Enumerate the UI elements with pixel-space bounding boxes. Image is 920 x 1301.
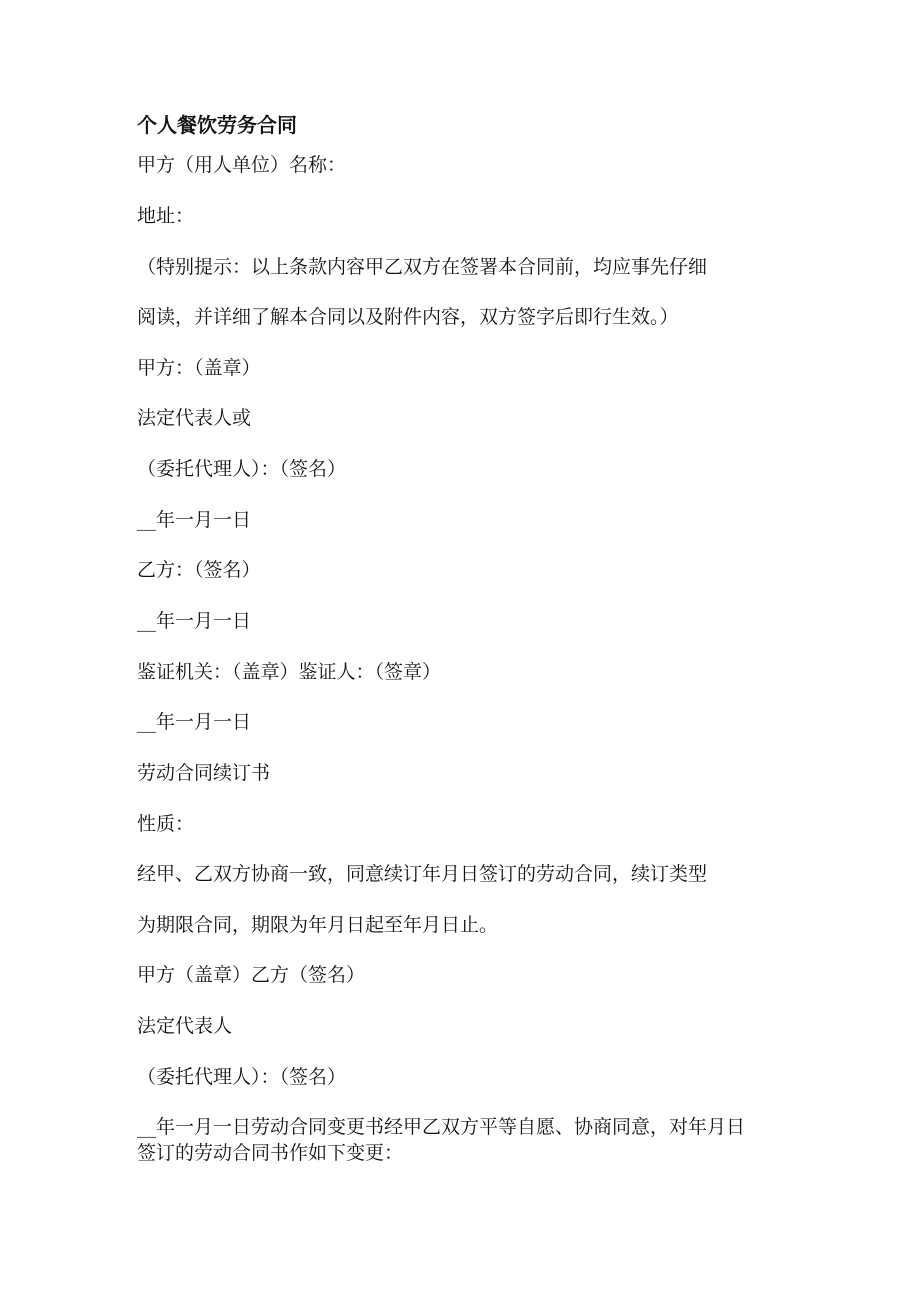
legal-representative-line: 法定代表人或	[137, 407, 252, 429]
parties-seal-signature-line: 甲方（盖章）乙方（签名）	[137, 964, 366, 986]
document-title: 个人餐饮劳务合同	[137, 113, 297, 137]
party-b-signature-line: 乙方：（签名）	[137, 559, 261, 581]
special-notice-line-2: 阅读，并详细了解本合同以及附件内容，双方签字后即行生效。）	[137, 306, 679, 328]
party-a-name-line: 甲方（用人单位）名称：	[137, 154, 347, 176]
special-notice-line-1: （特别提示：以上条款内容甲乙双方在签署本合同前，均应事先仔细	[137, 256, 708, 278]
contract-change-line-1: __年一月一日劳动合同变更书经甲乙双方平等自愿、协商同意，对年月日	[137, 1116, 746, 1138]
address-line: 地址：	[137, 205, 195, 227]
party-a-seal-line: 甲方：（盖章）	[137, 357, 261, 379]
date-line: __年一月一日	[137, 509, 252, 531]
contract-renewal-heading: 劳动合同续订书	[137, 762, 271, 784]
date-line: __年一月一日	[137, 610, 252, 632]
legal-representative-line: 法定代表人	[137, 1015, 233, 1037]
nature-line: 性质：	[137, 813, 195, 835]
authorized-agent-signature-line: （委托代理人）：（签名）	[137, 458, 347, 480]
date-line: __年一月一日	[137, 711, 252, 733]
authentication-agency-line: 鉴证机关：（盖章）鉴证人：（签章）	[137, 661, 442, 683]
contract-change-line-2: 签订的劳动合同书作如下变更：	[137, 1142, 404, 1164]
renewal-agreement-line-1: 经甲、乙双方协商一致，同意续订年月日签订的劳动合同，续订类型	[137, 863, 708, 885]
renewal-agreement-line-2: 为期限合同，期限为年月日起至年月日止。	[137, 914, 499, 936]
authorized-agent-signature-line: （委托代理人）：（签名）	[137, 1066, 347, 1088]
